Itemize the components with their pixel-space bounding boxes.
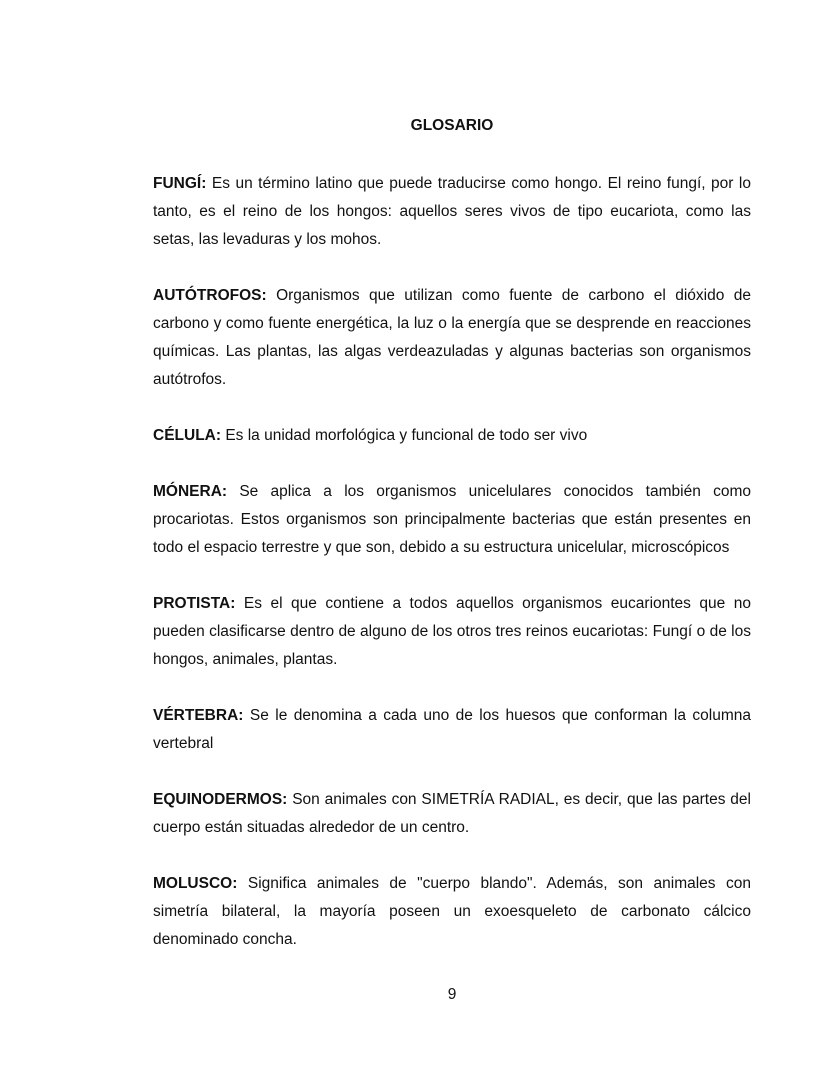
glossary-entry [153,590,751,674]
glossary-entry [153,282,751,394]
glossary-term: EQUINODERMOS: [153,791,288,808]
glossary-definition: Significa animales de "cuerpo blando". Además, son animales con simetría bilateral, la mayoría poseen un exoesqueleto de carbonato cálcico denominado concha. [153,875,751,948]
glossary-definition: Son animales con SIMETRÍA RADIAL, es decir, que las partes del cuerpo están situadas alrededor de un centro. [153,791,751,836]
glossary-entry [153,422,751,450]
glossary-term: CÉLULA: [153,427,222,444]
glossary-term: VÉRTEBRA: [153,707,244,724]
glossary-definition: Es el que contiene a todos aquellos organismos eucariontes que no pueden clasificarse dentro de alguno de los otros tres reinos eucariotas: Fungí o de los hongos, animales, plantas. [153,595,752,668]
page-number: 9 [447,986,457,1003]
glossary-entry [153,478,751,562]
glossary-term: FUNGÍ: [153,175,207,192]
glossary-term: AUTÓTROFOS: [153,287,267,304]
glossary-term: MOLUSCO: [153,875,238,892]
glossary-term: MÓNERA: [153,483,228,500]
glossary-definition: Se aplica a los organismos unicelulares conocidos también como procariotas. Estos organismos son principalmente bacterias que están presentes en todo el espacio terrestre y que son, debido a su estructura unicelular, microscópicos [153,483,751,556]
page-title: GLOSARIO [410,117,494,134]
glossary-entry [153,702,751,758]
glossary-entry [153,870,751,954]
glossary-entry [153,170,751,254]
glossary-term: PROTISTA: [153,595,236,612]
glossary-entries [153,170,751,982]
glossary-definition: Es la unidad morfológica y funcional de todo ser vivo [225,427,588,444]
glossary-definition: Es un término latino que puede traducirse como hongo. El reino fungí, por lo tanto, es el reino de los hongos: aquellos seres vivos de tipo eucariota, como las setas, las levaduras y los mohos. [153,175,751,248]
glossary-definition: Se le denomina a cada uno de los huesos que conforman la columna vertebral [153,707,751,752]
glossary-definition: Organismos que utilizan como fuente de carbono el dióxido de carbono y como fuente energética, la luz o la energía que se desprende en reacciones químicas. Las plantas, las algas verdeazuladas y algunas bacterias son organismos autótrofos. [153,287,751,388]
glossary-entry [153,786,751,842]
